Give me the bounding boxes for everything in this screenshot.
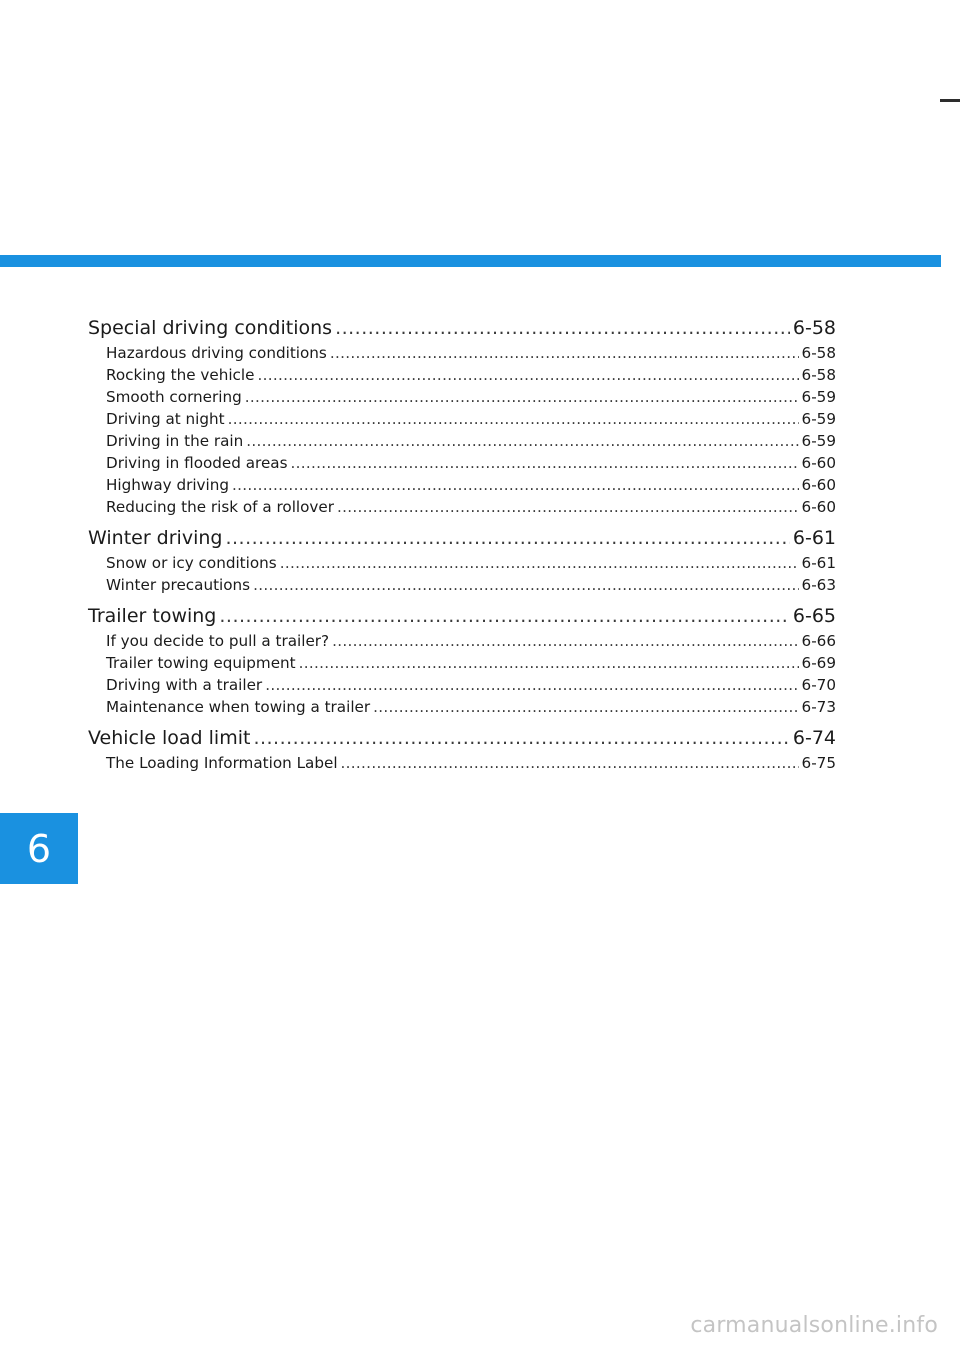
toc-item-title: Trailer towing equipment [106,654,296,672]
toc-item-title: Driving at night [106,410,225,428]
dot-leader [257,364,798,386]
toc-item-title: Rocking the vehicle [106,366,255,384]
toc-item-smooth-cornering[interactable] [88,386,836,408]
dot-leader [245,386,799,408]
chapter-tab [0,813,78,884]
toc-item-rocking-the-vehicle[interactable] [88,364,836,386]
toc-page-number: 6-65 [792,605,836,627]
toc-item-winter-precautions[interactable] [88,574,836,596]
toc-section-title: Winter driving [88,527,223,549]
toc-item-title: Hazardous driving conditions [106,344,327,362]
toc-item-snow-or-icy-conditions[interactable] [88,552,836,574]
toc-item-driving-at-night[interactable] [88,408,836,430]
toc-item-title: The Loading Information Label [106,754,338,772]
toc-page-number: 6-58 [801,366,836,384]
toc-item-reducing-rollover-risk[interactable] [88,496,836,518]
toc-item-trailer-towing-equipment[interactable] [88,652,836,674]
dot-leader [337,496,799,518]
toc-page-number: 6-59 [801,388,836,406]
dot-leader [291,452,799,474]
toc-item-highway-driving[interactable] [88,474,836,496]
toc-page-number: 6-60 [801,454,836,472]
toc-page-number: 6-58 [801,344,836,362]
toc-item-decide-to-pull-trailer[interactable] [88,630,836,652]
toc-item-title: Snow or icy conditions [106,554,277,572]
toc-page-number: 6-60 [801,476,836,494]
dot-leader [228,408,799,430]
dot-leader [225,524,789,552]
toc-section-special-driving-conditions[interactable] [88,314,836,342]
toc-item-title: Driving with a trailer [106,676,263,694]
toc-page-number: 6-70 [801,676,836,694]
toc-section-trailer-towing[interactable] [88,602,836,630]
toc-section-title: Trailer towing [88,605,217,627]
header-band [0,255,941,267]
dot-leader [335,314,790,342]
toc-section-winter-driving[interactable] [88,524,836,552]
dot-leader [341,752,799,774]
dot-leader [253,574,798,596]
toc-item-driving-with-a-trailer[interactable] [88,674,836,696]
toc-item-title: Winter precautions [106,576,251,594]
chapter-number: 6 [26,826,52,871]
toc-item-driving-in-the-rain[interactable] [88,430,836,452]
toc-page-number: 6-61 [801,554,836,572]
dot-leader [299,652,799,674]
dot-leader [219,602,790,630]
toc-page-number: 6-75 [801,754,836,772]
toc-page-number: 6-58 [792,317,836,339]
toc-item-title: Driving in flooded areas [106,454,288,472]
toc-item-title: Smooth cornering [106,388,242,406]
toc-section-title: Vehicle load limit [88,727,251,749]
toc-item-driving-in-flooded-areas[interactable] [88,452,836,474]
toc-section-title: Special driving conditions [88,317,333,339]
toc-item-title: Reducing the risk of a rollover [106,498,335,516]
toc-item-title: Driving in the rain [106,432,244,450]
toc-section-vehicle-load-limit[interactable] [88,724,836,752]
toc-item-maintenance-towing-trailer[interactable] [88,696,836,718]
toc-page-number: 6-61 [792,527,836,549]
dot-leader [373,696,798,718]
dot-leader [330,342,799,364]
corner-tick-mark [940,99,960,102]
toc-item-title: If you decide to pull a trailer? [106,632,330,650]
dot-leader [332,630,798,652]
dot-leader [253,724,789,752]
toc-page-number: 6-73 [801,698,836,716]
watermark: carmanualsonline.info [690,1313,938,1338]
table-of-contents [88,314,836,774]
dot-leader [265,674,798,696]
toc-page-number: 6-66 [801,632,836,650]
dot-leader [232,474,799,496]
dot-leader [280,552,799,574]
toc-page-number: 6-69 [801,654,836,672]
toc-item-title: Maintenance when towing a trailer [106,698,371,716]
toc-item-hazardous-driving-conditions[interactable] [88,342,836,364]
toc-page-number: 6-59 [801,410,836,428]
toc-item-loading-information-label[interactable] [88,752,836,774]
toc-page-number: 6-60 [801,498,836,516]
toc-page-number: 6-59 [801,432,836,450]
toc-page-number: 6-74 [792,727,836,749]
toc-item-title: Highway driving [106,476,230,494]
dot-leader [246,430,798,452]
toc-page-number: 6-63 [801,576,836,594]
